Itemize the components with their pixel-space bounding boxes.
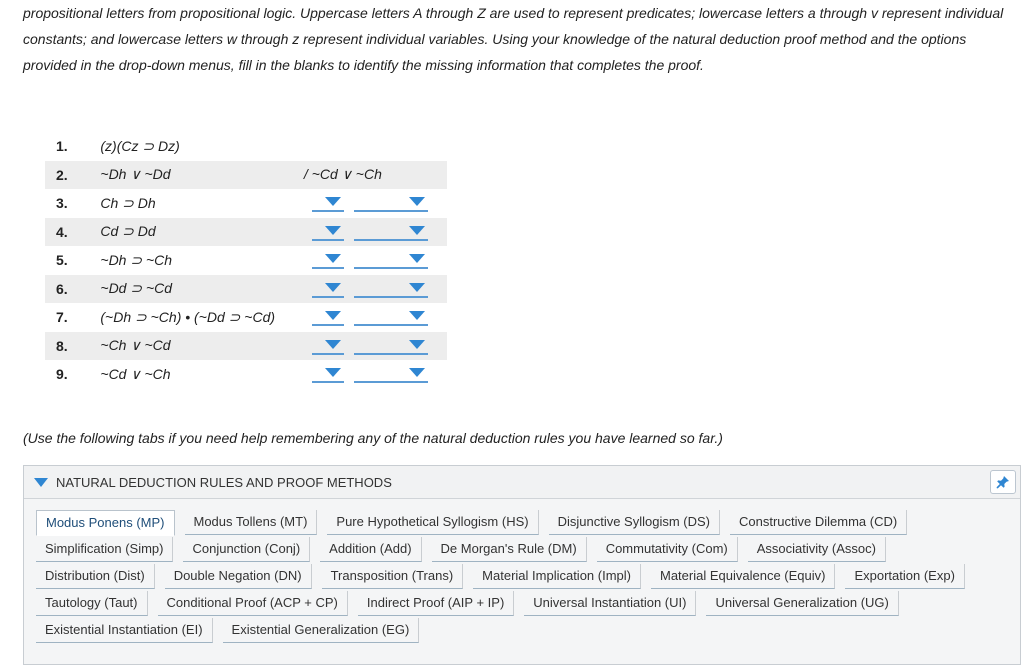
line-number: 8.	[45, 332, 100, 361]
rule-tab[interactable]: Material Equivalence (Equiv)	[651, 564, 835, 589]
line-reference-dropdown[interactable]	[312, 223, 344, 241]
rule-tab[interactable]: Conditional Proof (ACP + CP)	[158, 591, 348, 616]
line-formula: (z)(Cz ⊃ Dz)	[100, 137, 180, 154]
dropdown-arrow-icon[interactable]	[409, 226, 425, 235]
rule-tab[interactable]: De Morgan's Rule (DM)	[432, 537, 587, 562]
line-number: 5.	[56, 252, 68, 269]
dropdown-arrow-icon[interactable]	[325, 254, 341, 263]
dropdown-arrow-icon[interactable]	[325, 283, 341, 292]
rules-panel	[23, 465, 1021, 665]
proof-line	[45, 275, 447, 304]
dropdown-arrow-icon[interactable]	[409, 254, 425, 263]
proof-line	[45, 246, 447, 275]
proof-line	[45, 218, 447, 247]
line-formula: ~Dh ⊃ ~Ch	[100, 251, 173, 268]
rule-tab[interactable]: Simplification (Simp)	[36, 537, 173, 562]
line-number: 3.	[56, 195, 68, 212]
rule-tab[interactable]: Tautology (Taut)	[36, 591, 148, 616]
dropdown-arrow-icon[interactable]	[325, 197, 341, 206]
rule-tab[interactable]: Pure Hypothetical Syllogism (HS)	[327, 510, 538, 535]
line-formula: (~Dh ⊃ ~Ch) • (~Dd ⊃ ~Cd)	[100, 308, 276, 325]
rules-panel-header[interactable]	[24, 466, 1020, 499]
line-reference-dropdown[interactable]	[312, 308, 344, 326]
proof-line	[45, 161, 447, 190]
pin-icon[interactable]	[990, 470, 1016, 494]
tab-row	[36, 591, 1016, 618]
dropdown-group	[304, 223, 447, 241]
line-formula: ~Cd ∨ ~Ch	[100, 365, 171, 382]
justification-dropdowns	[304, 360, 447, 389]
proof-table	[45, 132, 447, 389]
tab-row	[36, 537, 1016, 564]
rule-tab[interactable]: Addition (Add)	[320, 537, 421, 562]
rule-tab[interactable]: Material Implication (Impl)	[473, 564, 641, 589]
rule-tab[interactable]: Universal Generalization (UG)	[706, 591, 898, 616]
line-number: 6.	[45, 275, 100, 304]
rules-tabs	[36, 510, 1016, 645]
dropdown-arrow-icon[interactable]	[325, 226, 341, 235]
justification-dropdowns	[304, 332, 447, 361]
dropdown-group	[304, 280, 447, 298]
line-reference-dropdown[interactable]	[312, 280, 344, 298]
proof-line	[45, 132, 447, 161]
dropdown-arrow-icon[interactable]	[409, 311, 425, 320]
instructions-text: propositional letters from propositional logic. Uppercase letters A through Z are used to represent predicates; lowercase letters a through v represent individual constants; and lowercase letters w through z represent individual variables. Using your knowledge of the natural deduction proof method and the options provided in the drop-down menus, fill in the blanks to identify the missing information that completes the proof.	[23, 5, 1004, 73]
justification-dropdowns	[304, 303, 447, 332]
rule-dropdown[interactable]	[354, 280, 428, 298]
rule-tab[interactable]: Exportation (Exp)	[845, 564, 964, 589]
rule-tab[interactable]: Universal Instantiation (UI)	[524, 591, 696, 616]
dropdown-group	[304, 337, 447, 355]
line-number: 7.	[56, 309, 68, 326]
help-text: (Use the following tabs if you need help remembering any of the natural deduction rules you have learned so far.)	[23, 430, 723, 446]
rule-tab[interactable]: Indirect Proof (AIP + IP)	[358, 591, 514, 616]
dropdown-arrow-icon[interactable]	[409, 283, 425, 292]
line-number: 4.	[45, 218, 100, 247]
justification-dropdowns	[304, 246, 447, 275]
dropdown-arrow-icon[interactable]	[325, 368, 341, 377]
rule-tab[interactable]: Associativity (Assoc)	[748, 537, 886, 562]
rule-tab[interactable]: Commutativity (Com)	[597, 537, 738, 562]
justification-dropdowns	[304, 275, 447, 304]
dropdown-arrow-icon[interactable]	[325, 340, 341, 349]
line-number: 2.	[45, 161, 100, 190]
tab-row	[36, 510, 1016, 537]
rule-dropdown[interactable]	[354, 194, 428, 212]
line-formula: ~Dd ⊃ ~Cd	[100, 275, 304, 304]
rule-dropdown[interactable]	[354, 251, 428, 269]
proof-line	[45, 332, 447, 361]
line-formula: Ch ⊃ Dh	[100, 194, 156, 211]
dropdown-arrow-icon[interactable]	[409, 368, 425, 377]
dropdown-group	[304, 308, 447, 326]
dropdown-group	[304, 251, 447, 269]
rule-tab[interactable]: Distribution (Dist)	[36, 564, 155, 589]
dropdown-group	[304, 365, 447, 383]
rule-tab[interactable]: Transposition (Trans)	[322, 564, 464, 589]
line-reference-dropdown[interactable]	[312, 365, 344, 383]
rule-tab[interactable]: Modus Tollens (MT)	[185, 510, 318, 535]
rule-tab[interactable]: Constructive Dilemma (CD)	[730, 510, 907, 535]
line-number: 9.	[56, 366, 68, 383]
rules-panel-title: NATURAL DEDUCTION RULES AND PROOF METHODS	[56, 474, 392, 490]
line-reference-dropdown[interactable]	[312, 251, 344, 269]
rule-dropdown[interactable]	[354, 223, 428, 241]
conclusion-text: / ~Cd ∨ ~Ch	[304, 161, 447, 190]
rule-tab[interactable]: Existential Generalization (EG)	[223, 618, 420, 643]
line-formula: Cd ⊃ Dd	[100, 218, 304, 247]
proof-line	[45, 303, 447, 332]
rule-dropdown[interactable]	[354, 337, 428, 355]
dropdown-group	[304, 194, 447, 212]
rule-tab[interactable]: Disjunctive Syllogism (DS)	[549, 510, 720, 535]
tab-row	[36, 618, 1016, 645]
proof-line	[45, 360, 447, 389]
rule-tab[interactable]: Double Negation (DN)	[165, 564, 312, 589]
dropdown-arrow-icon[interactable]	[409, 197, 425, 206]
rule-tab[interactable]: Modus Ponens (MP)	[36, 510, 175, 536]
rule-tab[interactable]: Conjunction (Conj)	[183, 537, 310, 562]
justification-dropdowns	[304, 218, 447, 247]
justification-dropdowns	[304, 189, 447, 218]
rule-dropdown[interactable]	[354, 308, 428, 326]
line-number: 1.	[56, 138, 68, 155]
proof-line	[45, 189, 447, 218]
dropdown-arrow-icon[interactable]	[325, 311, 341, 320]
collapse-caret-icon[interactable]	[34, 478, 48, 487]
empty-justification	[304, 132, 447, 161]
tab-row	[36, 564, 1016, 591]
line-formula: ~Ch ∨ ~Cd	[100, 332, 304, 361]
rule-dropdown[interactable]	[354, 365, 428, 383]
dropdown-arrow-icon[interactable]	[409, 340, 425, 349]
line-formula: ~Dh ∨ ~Dd	[100, 161, 304, 190]
line-reference-dropdown[interactable]	[312, 194, 344, 212]
line-reference-dropdown[interactable]	[312, 337, 344, 355]
rule-tab[interactable]: Existential Instantiation (EI)	[36, 618, 213, 643]
